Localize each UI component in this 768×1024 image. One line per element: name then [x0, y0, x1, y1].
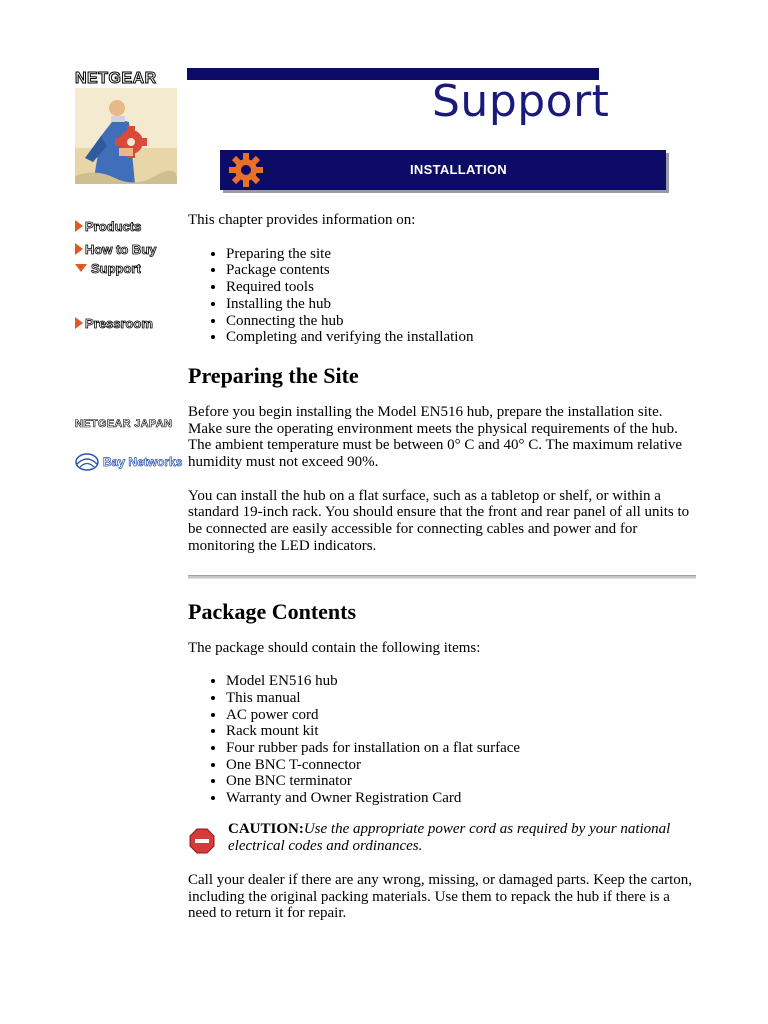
list-item: • Preparing the site	[226, 246, 698, 263]
nav-item-products[interactable]	[75, 218, 141, 234]
section-banner	[220, 150, 666, 190]
bay-networks-icon	[74, 452, 100, 472]
bay-networks-link[interactable]	[74, 452, 182, 472]
nav-item-pressroom[interactable]	[75, 315, 153, 331]
nav-item-label: Products	[85, 218, 142, 234]
list-item: • Installing the hub	[226, 296, 698, 313]
caution-note	[188, 821, 698, 855]
gear-icon	[228, 152, 264, 188]
arrow-right-icon	[75, 220, 83, 232]
caution-text-block	[228, 821, 698, 854]
list-item: • AC power cord	[226, 707, 698, 724]
list-item: • Required tools	[226, 279, 698, 296]
nav-item-support[interactable]	[75, 260, 141, 276]
arrow-right-icon	[75, 317, 83, 329]
list-item: • Four rubber pads for installation on a flat surface	[226, 740, 698, 757]
package-list	[188, 673, 698, 807]
logo-illustration	[75, 88, 177, 184]
nav-item-label: Pressroom	[85, 315, 153, 331]
list-item: • Package contents	[226, 262, 698, 279]
divider	[188, 575, 696, 579]
netgear-japan-link[interactable]: NETGEAR JAPAN	[75, 418, 173, 430]
nav-item-label: How to Buy	[85, 241, 157, 257]
list-item: • One BNC T-connector	[226, 757, 698, 774]
closing-paragraph: Call your dealer if there are any wrong, missing, or damaged parts. Keep the carton, including the original packing materials. Use them to repack the hub if there is a need to return it for repair.	[188, 871, 692, 922]
intro-list	[188, 246, 698, 346]
netgear-logo[interactable]	[75, 70, 177, 184]
logo-wordmark: NETGEAR	[75, 70, 157, 87]
page-title: Support	[432, 76, 610, 127]
caution-message: Use the appropriate power cord as required by your national electrical codes and ordinances.	[228, 820, 671, 854]
package-intro: The package should contain the following items:	[188, 639, 481, 656]
list-item: • Connecting the hub	[226, 313, 698, 330]
arrow-down-icon	[75, 264, 87, 272]
list-item: • Warranty and Owner Registration Card	[226, 790, 698, 807]
list-item: • This manual	[226, 690, 698, 707]
nav-item-how-to-buy[interactable]	[75, 241, 157, 257]
section-heading-package: Package Contents	[188, 598, 357, 624]
list-item: • Completing and verifying the installation	[226, 329, 698, 346]
arrow-right-icon	[75, 243, 83, 255]
list-item: • Rack mount kit	[226, 723, 698, 740]
list-item: • Model EN516 hub	[226, 673, 698, 690]
list-item: • One BNC terminator	[226, 773, 698, 790]
site-paragraph-2: You can install the hub on a flat surface, such as a tabletop or shelf, or within a standard 19-inch rack. You should ensure that the front and rear panel of all units to be connected are easily accessible for connecting cables and power and for monitoring the LED indicators.	[188, 487, 690, 554]
main-content	[188, 212, 698, 922]
bay-networks-label: Bay Networks	[103, 455, 183, 469]
caution-label: CAUTION:	[228, 820, 304, 837]
section-heading-site: Preparing the Site	[188, 362, 359, 388]
stop-sign-icon	[188, 827, 216, 855]
intro-text: This chapter provides information on:	[188, 212, 416, 228]
banner-label: INSTALLATION	[410, 162, 507, 177]
site-paragraph-1: Before you begin installing the Model EN516 hub, prepare the installation site. Make sure the operating environment meets the physical requirements of the hub. The ambient temperature must be between 0° C and 40° C. The maximum relative humidity must not exceed 90%.	[188, 403, 683, 471]
nav-item-label: Support	[91, 260, 141, 276]
